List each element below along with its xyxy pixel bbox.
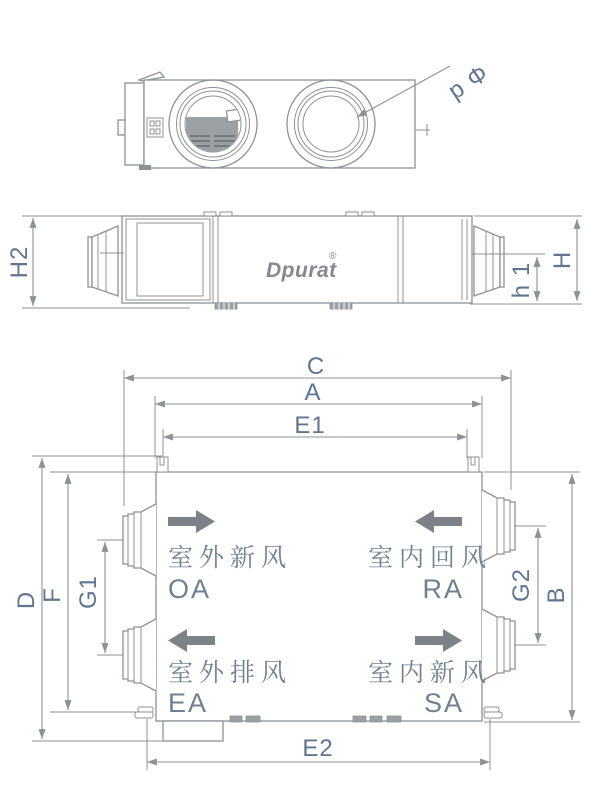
dim-H2-label: H2 [6,245,33,279]
dim-A-label: A [304,379,322,406]
dim-G1-label: G1 [75,574,102,610]
label-oa-code: OA [168,574,212,604]
top-view [118,59,494,170]
mounting-tab-top-right [468,457,479,472]
duct-port-EA [123,619,156,691]
electrical-box [163,721,223,741]
label-ea-cn: 室外排风 [168,659,293,687]
dim-h1-label: h 1 [508,261,535,299]
bottom-vents [215,303,352,309]
dim-D-label: D [13,590,40,610]
mounting-tab-top-left [157,457,168,472]
label-ra-code: RA [422,574,464,604]
dim-B-label: B [543,586,570,604]
brand-logo: Dpurat [266,259,337,282]
side-view [6,212,582,309]
dim-H-label: H [549,250,576,270]
power-connector [147,118,163,137]
dim-E1 [163,412,467,458]
dim-E2-label: E2 [302,735,334,762]
mounting-tab-bottom-right [484,707,502,718]
label-sa-code: SA [423,688,464,718]
duct-port-OA [123,504,156,576]
label-ra-cn: 室内回风 [368,544,493,572]
label-oa-cn: 室外新风 [168,544,293,572]
dim-E1-label: E1 [294,412,326,439]
dim-G2-label: G2 [508,567,535,603]
diameter-label: p Φ [443,59,494,106]
dim-G1 [75,540,123,655]
duct-connector-left [88,226,124,296]
plan-view [13,353,580,770]
dim-C-label: C [306,353,326,380]
label-sa-cn: 室内新风 [368,659,493,687]
label-ea-code: EA [168,688,209,718]
brand-trademark: ® [329,251,337,262]
left-end-panel [125,83,144,165]
dim-F-label: F [39,587,66,603]
foot [139,165,151,170]
